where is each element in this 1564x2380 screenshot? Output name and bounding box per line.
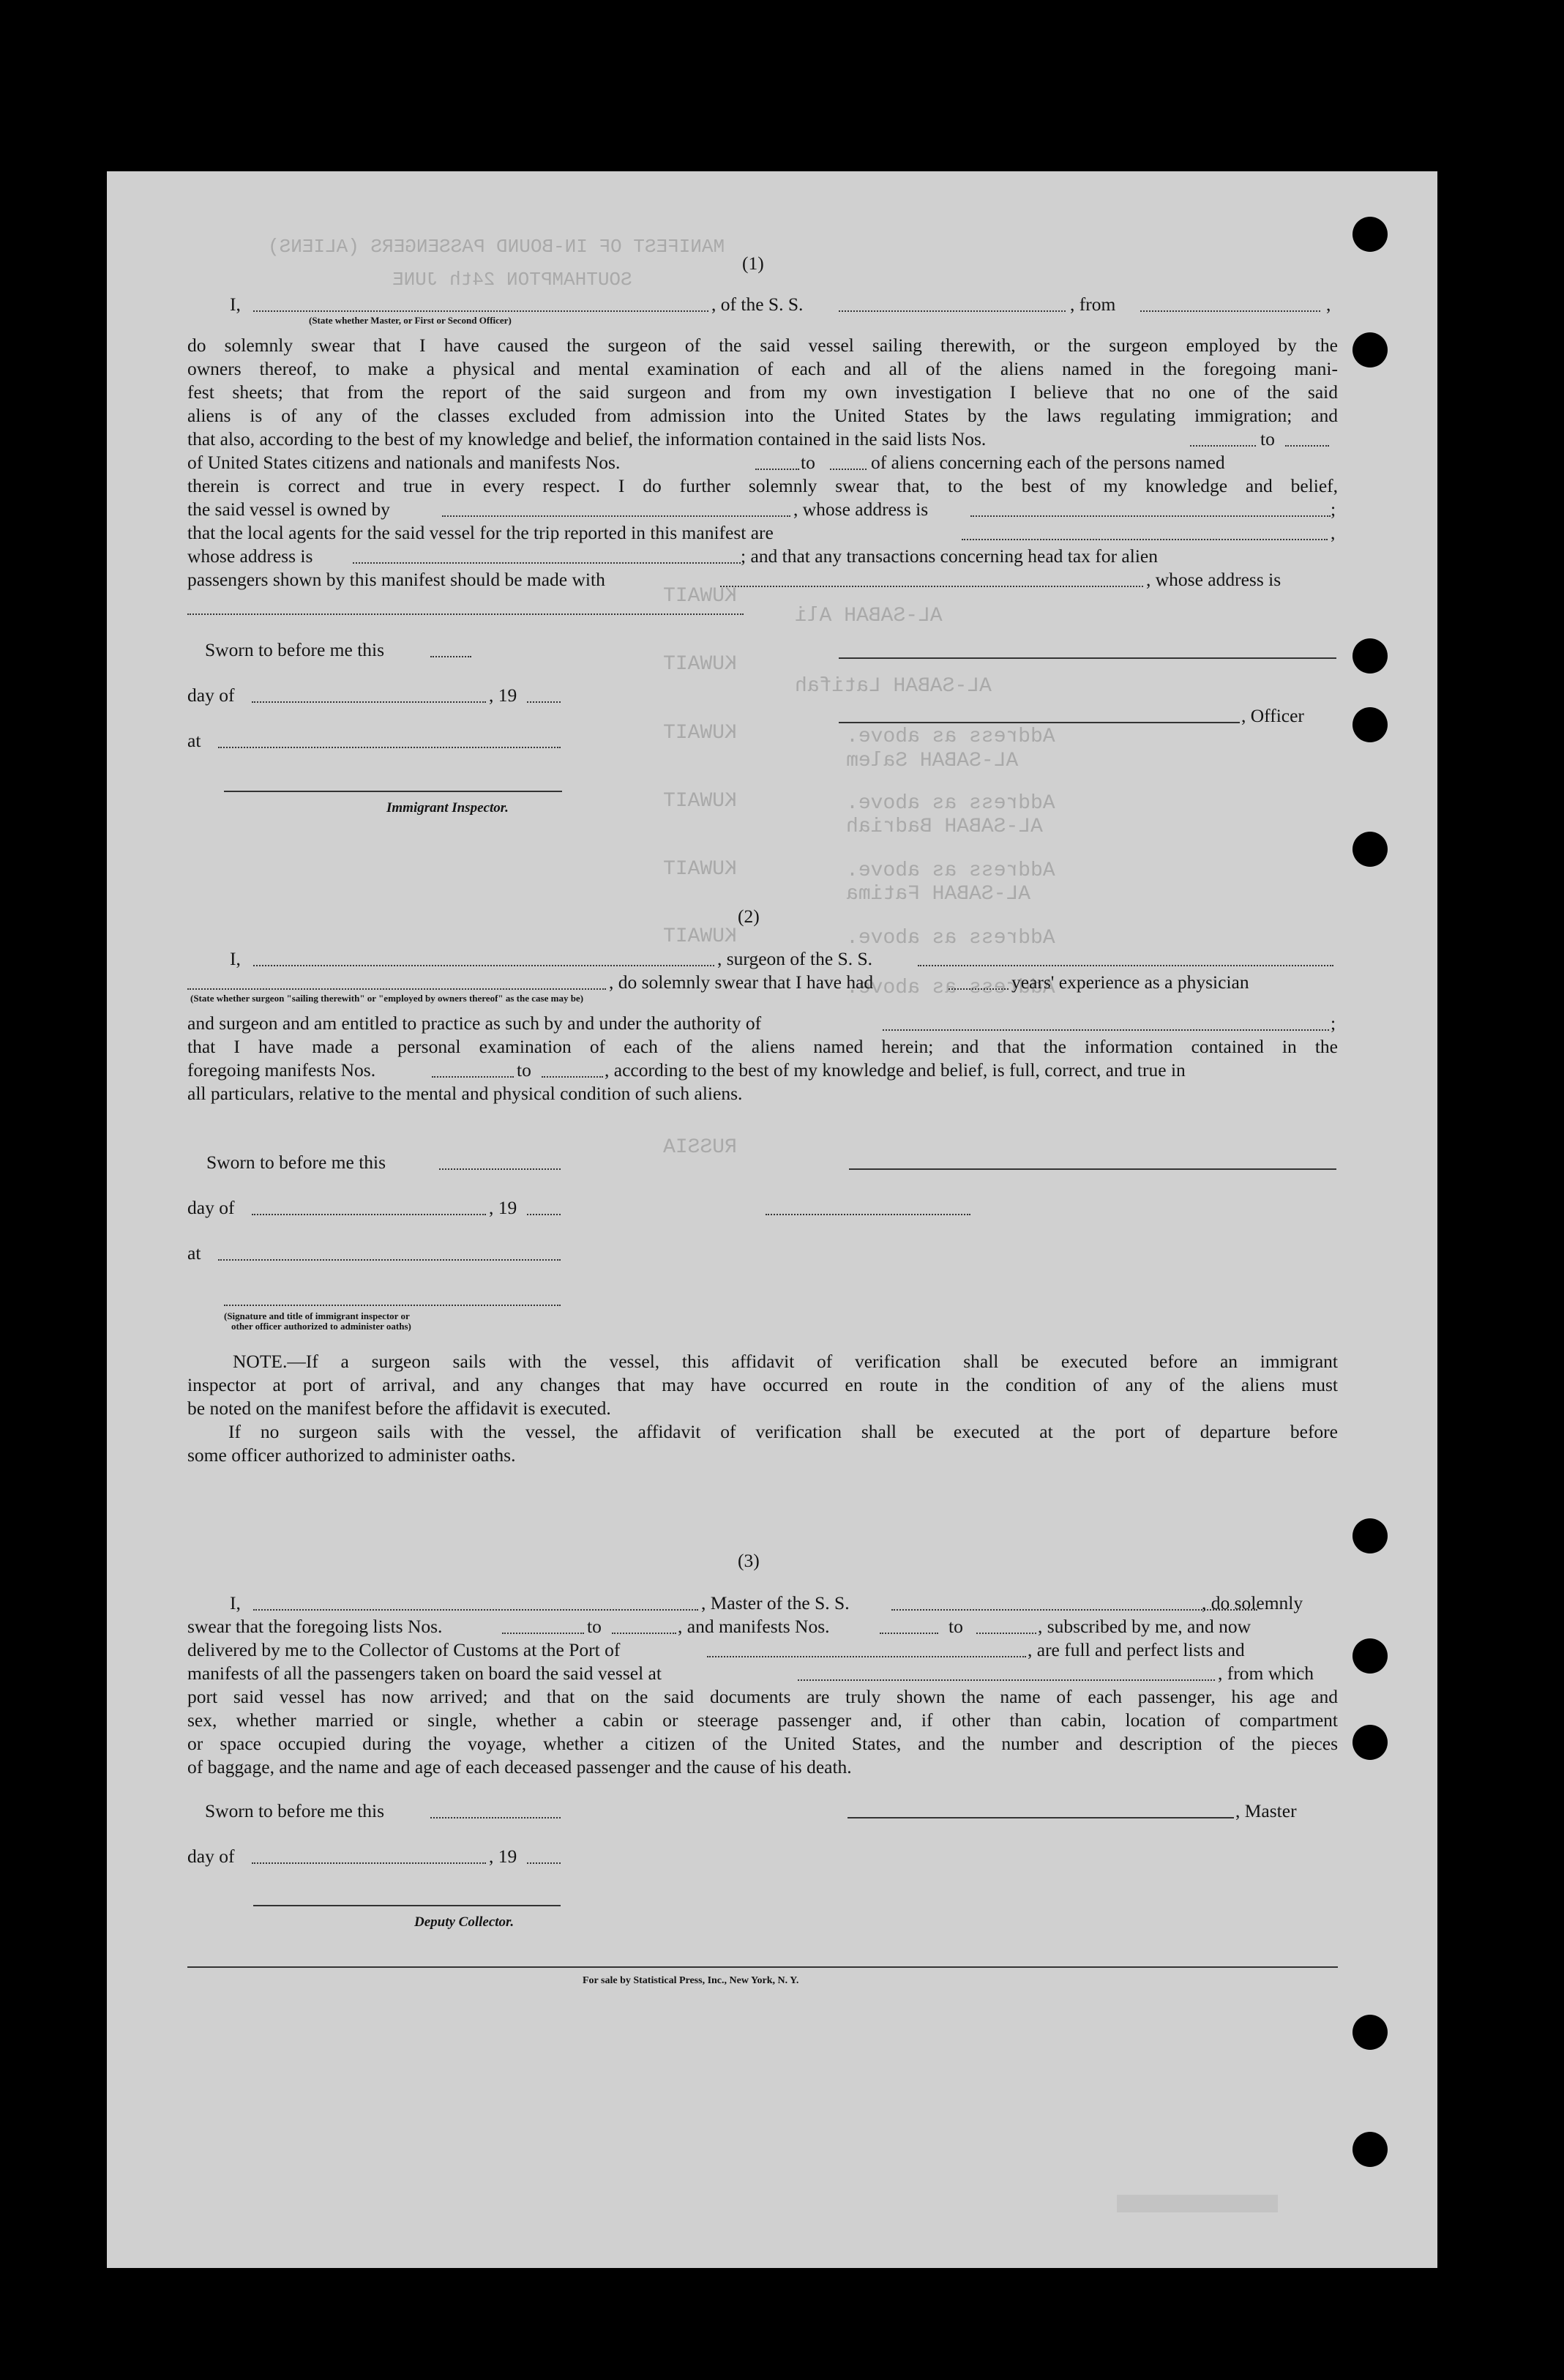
blank-day-1 xyxy=(252,701,486,703)
oath-line: the said vessel is owned by xyxy=(187,499,390,520)
sec3-l4b: , from which xyxy=(1218,1663,1314,1684)
blank-head-tax xyxy=(720,586,1143,587)
sec2-surgeon-of: , surgeon of the S. S. xyxy=(717,948,873,969)
blank-surgeon-manifests-from xyxy=(432,1076,514,1078)
blank-year-2 xyxy=(527,1214,561,1215)
sec3-l2a: swear that the foregoing lists Nos. xyxy=(187,1616,443,1637)
master-label: , Master xyxy=(1235,1800,1297,1821)
note-text-1: —If a surgeon sails with the vessel, this affidavit of verification shall be executed before an immigrant xyxy=(287,1351,1338,1372)
sec2-do-swear: , do solemnly swear that I have had xyxy=(609,971,874,993)
year-label-2: , 19 xyxy=(489,1197,517,1218)
sec1-from: , from xyxy=(1070,294,1116,315)
note-line-4: If no surgeon sails with the vessel, the affidavit of verification shall be executed at the port of departure before xyxy=(228,1421,1338,1442)
oath-line: that the local agents for the said vessel for the trip reported in this manifest are xyxy=(187,522,774,543)
surgeon-note: (State whether surgeon "sailing therewith" or "employed by owners thereof" as the case may be) xyxy=(190,993,584,1004)
blank-day-3 xyxy=(252,1862,486,1864)
blank-day-2 xyxy=(252,1214,486,1215)
blank-officer xyxy=(253,310,708,312)
sec3-l4a: manifests of all the passengers taken on board the said vessel at xyxy=(187,1663,662,1684)
sec3-master-of: , Master of the S. S. xyxy=(701,1592,850,1614)
sec3-line: sex, whether married or single, whether a cabin or steerage passenger and, if other than cabin, location of compartment xyxy=(187,1709,1338,1731)
blank-embarkation-port xyxy=(798,1679,1215,1681)
sec2-i: I, xyxy=(230,948,241,969)
signature-note-1: (Signature and title of immigrant inspector or xyxy=(224,1310,410,1321)
blank-sworn-3 xyxy=(430,1817,561,1818)
blank-master-lists-to xyxy=(612,1633,676,1634)
sec1-of-ss: , of the S. S. xyxy=(711,294,804,315)
section-3-number: (3) xyxy=(738,1550,760,1571)
punch-hole xyxy=(1352,1518,1388,1553)
sec3-last: of baggage, and the name and age of each deceased passenger and the cause of his death. xyxy=(187,1756,852,1777)
sec3-l2c: , and manifests Nos. xyxy=(678,1616,830,1637)
sec2-line3: that I have made a personal examination of each of the aliens named herein; and that the information contained in the xyxy=(187,1036,1338,1057)
bleed-header-2: SOUTHAMPTON 24th JUNE xyxy=(392,269,632,291)
blank-at-1 xyxy=(218,747,561,748)
blank-officer-authorized xyxy=(224,1305,561,1306)
bleed-col: KUWAIT xyxy=(663,790,737,813)
sec2-semicolon: ; xyxy=(1331,1012,1336,1034)
bleed-row: AL-SABAH Salem xyxy=(846,750,1019,772)
blank-year-1 xyxy=(527,701,561,703)
blank-manifests-from xyxy=(755,469,799,470)
day-of-label-1: day of xyxy=(187,684,235,706)
sec3-l3b: , are full and perfect lists and xyxy=(1028,1639,1245,1660)
blank-owner xyxy=(442,515,790,517)
bleed-row: Address as above. xyxy=(846,927,1055,950)
blank-master-name xyxy=(253,1609,698,1611)
blank-at-2 xyxy=(218,1259,561,1261)
sec2-line2: and surgeon and am entitled to practice as such by and under the authority of xyxy=(187,1012,762,1034)
bleed-col: RUSSIA xyxy=(663,1136,737,1159)
sec1-comma: , xyxy=(1326,294,1331,315)
oath-line: therein is correct and true in every respect. I do further solemnly swear that, to the best of my knowledge and belief, xyxy=(187,475,1338,496)
oath-line: aliens is of any of the classes excluded from admission into the United States by the laws regulating immigration; and xyxy=(187,405,1338,426)
note-label: NOTE. xyxy=(233,1351,288,1372)
blank-from-port xyxy=(1140,310,1320,312)
sec2-line4b: to xyxy=(517,1059,531,1081)
blank-manifests-to xyxy=(830,469,867,470)
sec1-semicolon: ; xyxy=(1331,499,1336,520)
punch-hole xyxy=(1352,638,1388,674)
oath-line: that also, according to the best of my knowledge and belief, the information contained in the said lists Nos. xyxy=(187,428,987,449)
blank-sworn-2 xyxy=(439,1168,561,1170)
sworn-label-3: Sworn to before me this xyxy=(205,1800,385,1821)
officer-label: , Officer xyxy=(1241,705,1304,726)
oath-line: fest sheets; that from the report of the said surgeon and from my own investigation I believe that no one of the said xyxy=(187,381,1338,403)
bleed-row: AL-SABAH Badriah xyxy=(846,816,1043,838)
bleed-row: Address as above. xyxy=(846,977,1055,999)
blank-owner-address xyxy=(970,515,1331,517)
at-label-2: at xyxy=(187,1242,201,1264)
punch-hole xyxy=(1352,332,1388,368)
sworn-label-1: Sworn to before me this xyxy=(205,639,385,660)
bleed-col: KUWAIT xyxy=(663,722,737,745)
sec1-to: to xyxy=(1260,428,1275,449)
sec2-line4a: foregoing manifests Nos. xyxy=(187,1059,376,1081)
day-of-label-3: day of xyxy=(187,1846,235,1867)
sec3-i: I, xyxy=(230,1592,241,1614)
bleed-row: AL-SABAH Ali xyxy=(795,605,943,627)
bleed-row: AL-SABAH Latifah xyxy=(795,675,992,698)
bleed-row: Address as above. xyxy=(846,725,1055,748)
blank-master-manifests-to xyxy=(976,1633,1036,1634)
oath-line: of United States citizens and nationals and manifests Nos. xyxy=(187,452,621,473)
blank-agents xyxy=(962,539,1328,540)
blank-surgeon-name xyxy=(253,965,714,966)
sec3-line: port said vessel has now arrived; and that on the said documents are truly shown the name of each passenger, his age and xyxy=(187,1686,1338,1707)
punch-hole xyxy=(1352,2132,1388,2167)
bleed-col: KUWAIT xyxy=(663,858,737,881)
bottom-stamp xyxy=(1117,2195,1278,2212)
sec1-whose-address: , whose address is xyxy=(793,499,929,520)
sworn-label-2: Sworn to before me this xyxy=(206,1152,386,1173)
blank-agents-address xyxy=(353,562,741,564)
year-label-3: , 19 xyxy=(489,1846,517,1867)
blank-surgeon-ship xyxy=(918,965,1333,966)
bleed-row: Address as above. xyxy=(846,792,1055,815)
section-2-number: (2) xyxy=(738,906,760,927)
oath-line: passengers shown by this manifest should be made with xyxy=(187,569,605,590)
sec2-years: years' experience as a physician xyxy=(1011,971,1249,993)
oath-line: do solemnly swear that I have caused the surgeon of the said vessel sailing therewith, or the surgeon employed by the xyxy=(187,335,1338,356)
blank-year-3 xyxy=(527,1862,561,1864)
punch-hole xyxy=(1352,707,1388,742)
at-label-1: at xyxy=(187,730,201,751)
blank-master-lists-from xyxy=(502,1633,584,1634)
blank-sworn-1 xyxy=(430,656,471,657)
sec2-line4c: , according to the best of my knowledge and belief, is full, correct, and true in xyxy=(605,1059,1186,1081)
officer-note: (State whether Master, or First or Second Officer) xyxy=(309,315,512,326)
bleed-row: AL-SABAH Fatima xyxy=(846,883,1031,906)
bleed-row: Address as above. xyxy=(846,859,1055,882)
sec3-l2e: , subscribed by me, and now xyxy=(1038,1616,1251,1637)
bleed-col: KUWAIT xyxy=(663,653,737,676)
punch-hole xyxy=(1352,1638,1388,1674)
oath-line: whose address is xyxy=(187,545,313,567)
oath-line: owners thereof, to make a physical and mental examination of each and all of the aliens named in the foregoing mani- xyxy=(187,358,1338,379)
bleed-col: KUWAIT xyxy=(663,585,737,608)
note-line-3: be noted on the manifest before the affidavit is executed. xyxy=(187,1398,611,1419)
sec3-line: or space occupied during the voyage, whether a citizen of the United States, and the number and description of the pieces xyxy=(187,1733,1338,1754)
sec3-l2d: to xyxy=(948,1616,963,1637)
blank-master-manifests-from xyxy=(880,1633,938,1634)
blank-authority xyxy=(883,1029,1329,1031)
note-line-1 xyxy=(233,1350,1338,1373)
sec1-of-aliens: of aliens concerning each of the persons named xyxy=(871,452,1225,473)
blank-head-tax-address xyxy=(187,613,744,615)
punch-hole xyxy=(1352,217,1388,252)
blank-lists-to xyxy=(1285,445,1329,447)
punch-hole xyxy=(1352,1725,1388,1760)
sec3-l2b: to xyxy=(587,1616,602,1637)
blank-lists-from xyxy=(1190,445,1256,447)
punch-hole xyxy=(1352,2015,1388,2050)
deputy-collector-label: Deputy Collector. xyxy=(414,1914,515,1930)
bleed-col: KUWAIT xyxy=(663,925,737,948)
immigrant-inspector-label: Immigrant Inspector. xyxy=(386,800,509,816)
footer-printer: For sale by Statistical Press, Inc., New York, N. Y. xyxy=(583,1975,799,1986)
blank-surgeon-signature xyxy=(849,1168,1336,1170)
blank-officer-signature-top xyxy=(839,657,1336,659)
blank-collector-port xyxy=(707,1656,1026,1657)
sec1-transactions: ; and that any transactions concerning head tax for alien xyxy=(741,545,1158,567)
sec1-whose-address-end: , whose address is xyxy=(1146,569,1281,590)
section-1-number: (1) xyxy=(742,253,764,274)
day-of-label-2: day of xyxy=(187,1197,235,1218)
note-line-5: some officer authorized to administer oaths. xyxy=(187,1444,516,1466)
sec1-to-2: to xyxy=(801,452,815,473)
signature-note-2: other officer authorized to administer oaths) xyxy=(231,1321,411,1332)
sec3-l3a: delivered by me to the Collector of Customs at the Port of xyxy=(187,1639,621,1660)
blank-years xyxy=(948,988,1009,990)
note-line-2: inspector at port of arrival, and any changes that may have occurred en route in the condition of any of the aliens must xyxy=(187,1374,1338,1395)
sec1-comma-2: , xyxy=(1331,522,1336,543)
sec3-do-solemnly: , do solemnly xyxy=(1202,1592,1303,1614)
year-label-1: , 19 xyxy=(489,684,517,706)
manifest-reverse-page xyxy=(107,171,1437,2268)
blank-officer-signature xyxy=(839,722,1240,723)
blank-inspector-signature xyxy=(224,791,562,792)
dotted-mark xyxy=(766,1214,970,1215)
footer-rule xyxy=(187,1966,1338,1968)
sec2-line5: all particulars, relative to the mental and physical condition of such aliens. xyxy=(187,1083,743,1104)
blank-master-signature xyxy=(848,1817,1234,1818)
sec1-i: I, xyxy=(230,294,241,315)
blank-surgeon-manifests-to xyxy=(542,1076,603,1078)
bleed-header-1: MANIFEST OF IN-BOUND PASSENGERS (ALIENS) xyxy=(268,236,725,258)
blank-ship-name xyxy=(839,310,1066,312)
blank-surgeon-capacity xyxy=(187,988,606,990)
blank-collector-signature xyxy=(253,1905,561,1906)
punch-hole xyxy=(1352,832,1388,867)
